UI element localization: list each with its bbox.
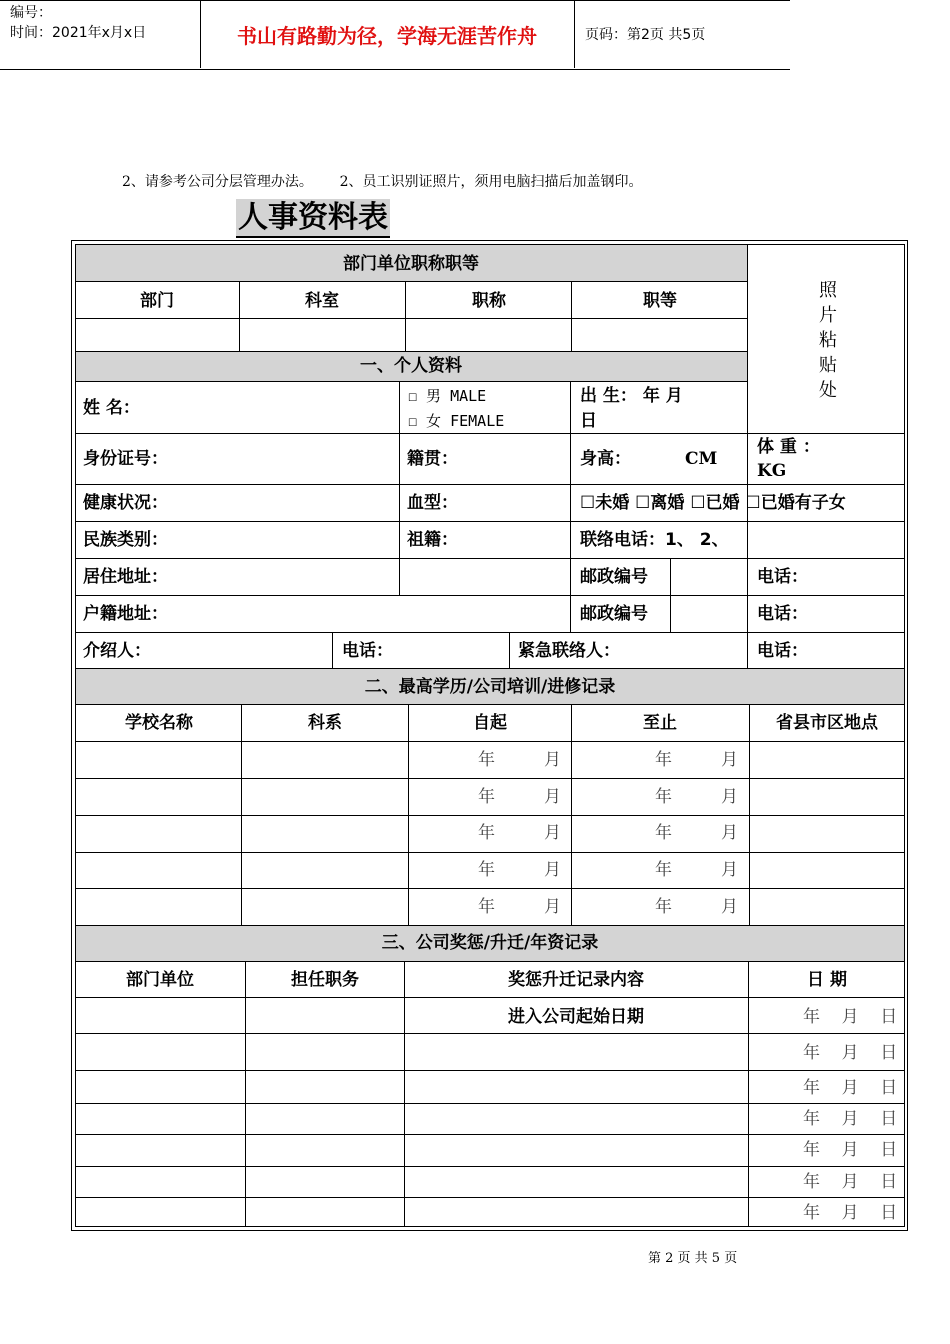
col-school: 学校名称 (125, 713, 193, 733)
code-label: 编号： (10, 5, 52, 21)
career-date-marker: 年 月 日 (803, 1203, 898, 1223)
form-title: 人事资料表 (236, 199, 390, 238)
col-position: 担任职务 (291, 970, 359, 990)
edu-year-marker: 年 (655, 897, 672, 917)
gender-female-checkbox[interactable]: ☐ 女 FEMALE (408, 412, 505, 430)
career-date-marker: 年 月 日 (803, 1109, 898, 1129)
household-address-label: 户籍地址： (83, 604, 168, 624)
blood-type-label: 血型： (407, 493, 458, 513)
introducer-phone-label: 电话： (342, 641, 393, 661)
edu-month-marker: 月 (721, 823, 738, 843)
start-date-entry: 进入公司起始日期 (508, 1007, 644, 1027)
marital-status-checkboxes[interactable]: ☐未婚 ☐离婚 ☐已婚 ☐已婚有子女 (580, 493, 846, 513)
edu-year-marker: 年 (478, 897, 495, 917)
col-to: 至止 (643, 713, 677, 733)
career-date-marker: 年 月 日 (803, 1140, 898, 1160)
household-phone-label: 电话： (757, 604, 808, 624)
edu-year-marker: 年 (478, 750, 495, 770)
weight-unit: KG (757, 461, 787, 481)
edu-month-marker: 月 (544, 787, 561, 807)
career-section-title: 三、公司奖惩/升迁/年资记录 (381, 933, 599, 953)
photo-char: 粘 (819, 330, 837, 351)
ethnic-label: 民族类别： (83, 530, 168, 550)
dept-section-title: 部门单位职称职等 (343, 254, 479, 274)
birth-label-day: 日 (580, 411, 597, 431)
edu-year-marker: 年 (655, 750, 672, 770)
career-date-marker: 年 月 日 (803, 1007, 898, 1027)
col-major: 科系 (308, 713, 342, 733)
edu-month-marker: 月 (544, 897, 561, 917)
ancestral-label: 祖籍： (407, 530, 458, 550)
edu-year-marker: 年 (655, 823, 672, 843)
col-from: 自起 (473, 713, 507, 733)
page-label: 页码：第2页 共5页 (585, 27, 706, 43)
time-label: 时间：2021年x月x日 (10, 25, 147, 41)
edu-year-marker: 年 (478, 860, 495, 880)
form-table (75, 244, 905, 1227)
name-label: 姓 名： (83, 398, 140, 418)
edu-month-marker: 月 (721, 860, 738, 880)
native-place-label: 籍贯： (407, 449, 458, 469)
education-section-title: 二、最高学历/公司培训/进修记录 (364, 677, 616, 697)
contact-phone-label: 联络电话：1、 2、 (580, 530, 729, 550)
introducer-label: 介绍人： (83, 641, 151, 661)
photo-placeholder (816, 278, 840, 403)
edu-month-marker: 月 (721, 897, 738, 917)
col-date: 日 期 (807, 970, 847, 990)
edu-month-marker: 月 (544, 823, 561, 843)
photo-char: 片 (819, 305, 837, 326)
emergency-phone-label: 电话： (757, 641, 808, 661)
residence-address-label: 居住地址： (83, 567, 168, 587)
weight-label: 体 重 ： (757, 437, 820, 457)
id-number-label: 身份证号： (83, 449, 168, 469)
page-footer: 第 2 页 共 5 页 (648, 1251, 738, 1266)
emergency-contact-label: 紧急联络人： (518, 641, 620, 661)
edu-year-marker: 年 (655, 860, 672, 880)
postcode-label: 邮政编号 (580, 604, 648, 624)
height-unit: CM (685, 449, 718, 469)
edu-month-marker: 月 (721, 787, 738, 807)
career-date-marker: 年 月 日 (803, 1043, 898, 1063)
photo-char: 照 (819, 280, 837, 301)
gender-male-checkbox[interactable]: ☐ 男 MALE (408, 387, 487, 405)
col-dept: 部门 (140, 291, 174, 311)
note-text: 2、请参考公司分层管理办法。 2、员工识别证照片，须用电脑扫描后加盖钢印。 (122, 174, 643, 190)
col-record-content: 奖惩升迁记录内容 (508, 970, 644, 990)
birth-label: 出 生： 年 月 (580, 386, 683, 406)
col-dept-unit: 部门单位 (126, 970, 194, 990)
personal-section-title: 一、个人资料 (360, 356, 462, 376)
col-title: 职称 (472, 291, 506, 311)
col-section: 科室 (305, 291, 339, 311)
height-label: 身高： (580, 449, 631, 469)
career-date-marker: 年 月 日 (803, 1078, 898, 1098)
photo-char: 贴 (819, 355, 837, 376)
edu-month-marker: 月 (544, 750, 561, 770)
edu-month-marker: 月 (544, 860, 561, 880)
photo-char: 处 (819, 380, 837, 401)
career-date-marker: 年 月 日 (803, 1172, 898, 1192)
residence-phone-label: 电话： (757, 567, 808, 587)
col-location: 省县市区地点 (776, 713, 878, 733)
motto: 书山有路勤为径，学海无涯苦作舟 (200, 0, 575, 68)
edu-year-marker: 年 (478, 787, 495, 807)
edu-year-marker: 年 (655, 787, 672, 807)
header-meta (0, 0, 201, 68)
page-header (0, 0, 790, 70)
health-label: 健康状况： (83, 493, 168, 513)
edu-year-marker: 年 (478, 823, 495, 843)
edu-month-marker: 月 (721, 750, 738, 770)
postcode-label: 邮政编号 (580, 567, 648, 587)
col-grade: 职等 (643, 291, 677, 311)
